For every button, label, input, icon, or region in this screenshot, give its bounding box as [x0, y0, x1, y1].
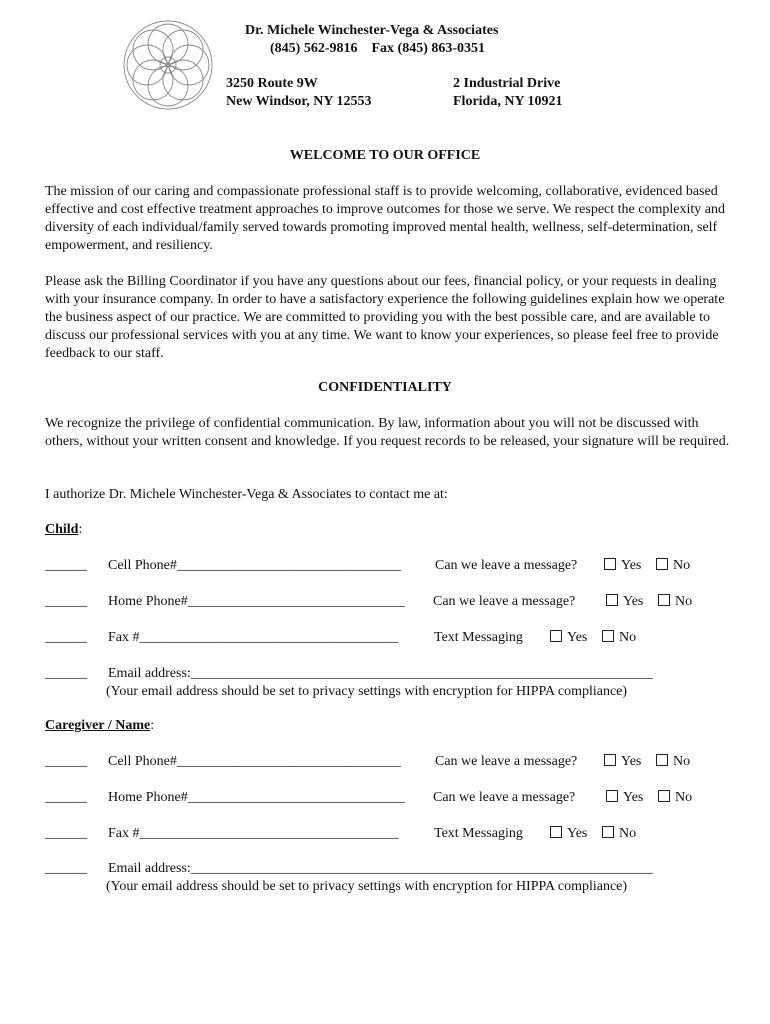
child-home-message-question: Can we leave a message? [433, 594, 576, 609]
child-email-field[interactable]: Email address:__________________________________________________________________ [108, 666, 653, 681]
child-email-initials-field[interactable]: ______ [45, 666, 87, 681]
checkbox-icon [604, 558, 616, 570]
child-fax-initials-field[interactable]: ______ [45, 630, 87, 645]
checkbox-icon [606, 594, 618, 606]
mission-paragraph: The mission of our caring and compassionate professional staff is to provide welcoming, collaborative, evidenced based effective and cost effective treatment approaches to improve outcomes for those we serve. We respect the complexity and diversity of each individual/family served towards promoting improved mental health, wellness, self-determination, self empowerment, and resiliency. [45, 184, 725, 253]
child-email-note: (Your email address should be set to privacy settings with encryption for HIPPA compliance) [106, 684, 628, 699]
child-cell-message-question: Can we leave a message? [435, 558, 578, 573]
checkbox-icon [658, 594, 670, 606]
office1-city: New Windsor, NY 12553 [226, 94, 372, 109]
practice-logo [118, 15, 218, 115]
billing-paragraph: Please ask the Billing Coordinator if you have any questions about our fees, financial policy, or your requests in dealing with your insurance company. In order to have a satisfactory experience the following guidelines explain how we operate the business aspect of our practice. We are committed to providing you with the best possible care, and are available to discuss our professional services with you at any time. We want to know your experiences, so please feel free to provide feedback to our staff. [45, 274, 725, 361]
practice-phone-fax: (845) 562-9816 Fax (845) 863-0351 [270, 41, 486, 56]
child-home-initials-field[interactable]: ______ [45, 594, 87, 609]
checkbox-icon [606, 790, 618, 802]
child-cell-initials-field[interactable]: ______ [45, 558, 87, 573]
child-text-messaging-label: Text Messaging [434, 630, 523, 645]
caregiver-text-messaging-label: Text Messaging [434, 826, 523, 841]
office2-street: 2 Industrial Drive [453, 76, 561, 91]
child-heading: Child: [45, 522, 83, 537]
caregiver-fax-field[interactable]: Fax #_____________________________________ [108, 826, 399, 841]
child-cell-no-checkbox[interactable]: No [656, 558, 690, 574]
caregiver-email-field[interactable]: Email address:__________________________________________________________________ [108, 861, 653, 876]
caregiver-email-initials-field[interactable]: ______ [45, 861, 87, 876]
caregiver-home-yes-checkbox[interactable]: Yes [606, 790, 643, 806]
caregiver-email-note: (Your email address should be set to privacy settings with encryption for HIPPA compliance) [106, 879, 628, 894]
caregiver-cell-no-checkbox[interactable]: No [656, 754, 690, 770]
authorize-text: I authorize Dr. Michele Winchester-Vega & Associates to contact me at: [45, 487, 448, 502]
child-text-no-checkbox[interactable]: No [602, 630, 636, 646]
child-cell-phone-field[interactable]: Cell Phone#________________________________ [108, 558, 401, 573]
caregiver-cell-phone-field[interactable]: Cell Phone#________________________________ [108, 754, 401, 769]
checkbox-icon [656, 754, 668, 766]
caregiver-home-no-checkbox[interactable]: No [658, 790, 692, 806]
caregiver-home-phone-field[interactable]: Home Phone#_______________________________ [108, 790, 405, 805]
checkbox-icon [602, 630, 614, 642]
checkbox-icon [656, 558, 668, 570]
checkbox-icon [550, 826, 562, 838]
caregiver-text-yes-checkbox[interactable]: Yes [550, 826, 587, 842]
child-home-no-checkbox[interactable]: No [658, 594, 692, 610]
welcome-title: WELCOME TO OUR OFFICE [289, 148, 481, 163]
child-fax-field[interactable]: Fax #_____________________________________ [108, 630, 399, 645]
caregiver-cell-initials-field[interactable]: ______ [45, 754, 87, 769]
checkbox-icon [658, 790, 670, 802]
child-home-yes-checkbox[interactable]: Yes [606, 594, 643, 610]
caregiver-text-no-checkbox[interactable]: No [602, 826, 636, 842]
child-cell-yes-checkbox[interactable]: Yes [604, 558, 641, 574]
office1-street: 3250 Route 9W [226, 76, 318, 91]
checkbox-icon [604, 754, 616, 766]
office2-city: Florida, NY 10921 [453, 94, 563, 109]
caregiver-fax-initials-field[interactable]: ______ [45, 826, 87, 841]
caregiver-home-message-question: Can we leave a message? [433, 790, 576, 805]
practice-name: Dr. Michele Winchester-Vega & Associates [245, 23, 499, 38]
child-text-yes-checkbox[interactable]: Yes [550, 630, 587, 646]
checkbox-icon [550, 630, 562, 642]
caregiver-cell-message-question: Can we leave a message? [435, 754, 578, 769]
checkbox-icon [602, 826, 614, 838]
confidentiality-paragraph: We recognize the privilege of confidential communication. By law, information about you will not be discussed with others, without your written consent and knowledge. If you request records to be released, your signature will be required. [45, 416, 730, 449]
caregiver-home-initials-field[interactable]: ______ [45, 790, 87, 805]
confidentiality-title: CONFIDENTIALITY [318, 380, 452, 395]
caregiver-cell-yes-checkbox[interactable]: Yes [604, 754, 641, 770]
caregiver-heading: Caregiver / Name: [45, 718, 155, 733]
child-home-phone-field[interactable]: Home Phone#_______________________________ [108, 594, 405, 609]
